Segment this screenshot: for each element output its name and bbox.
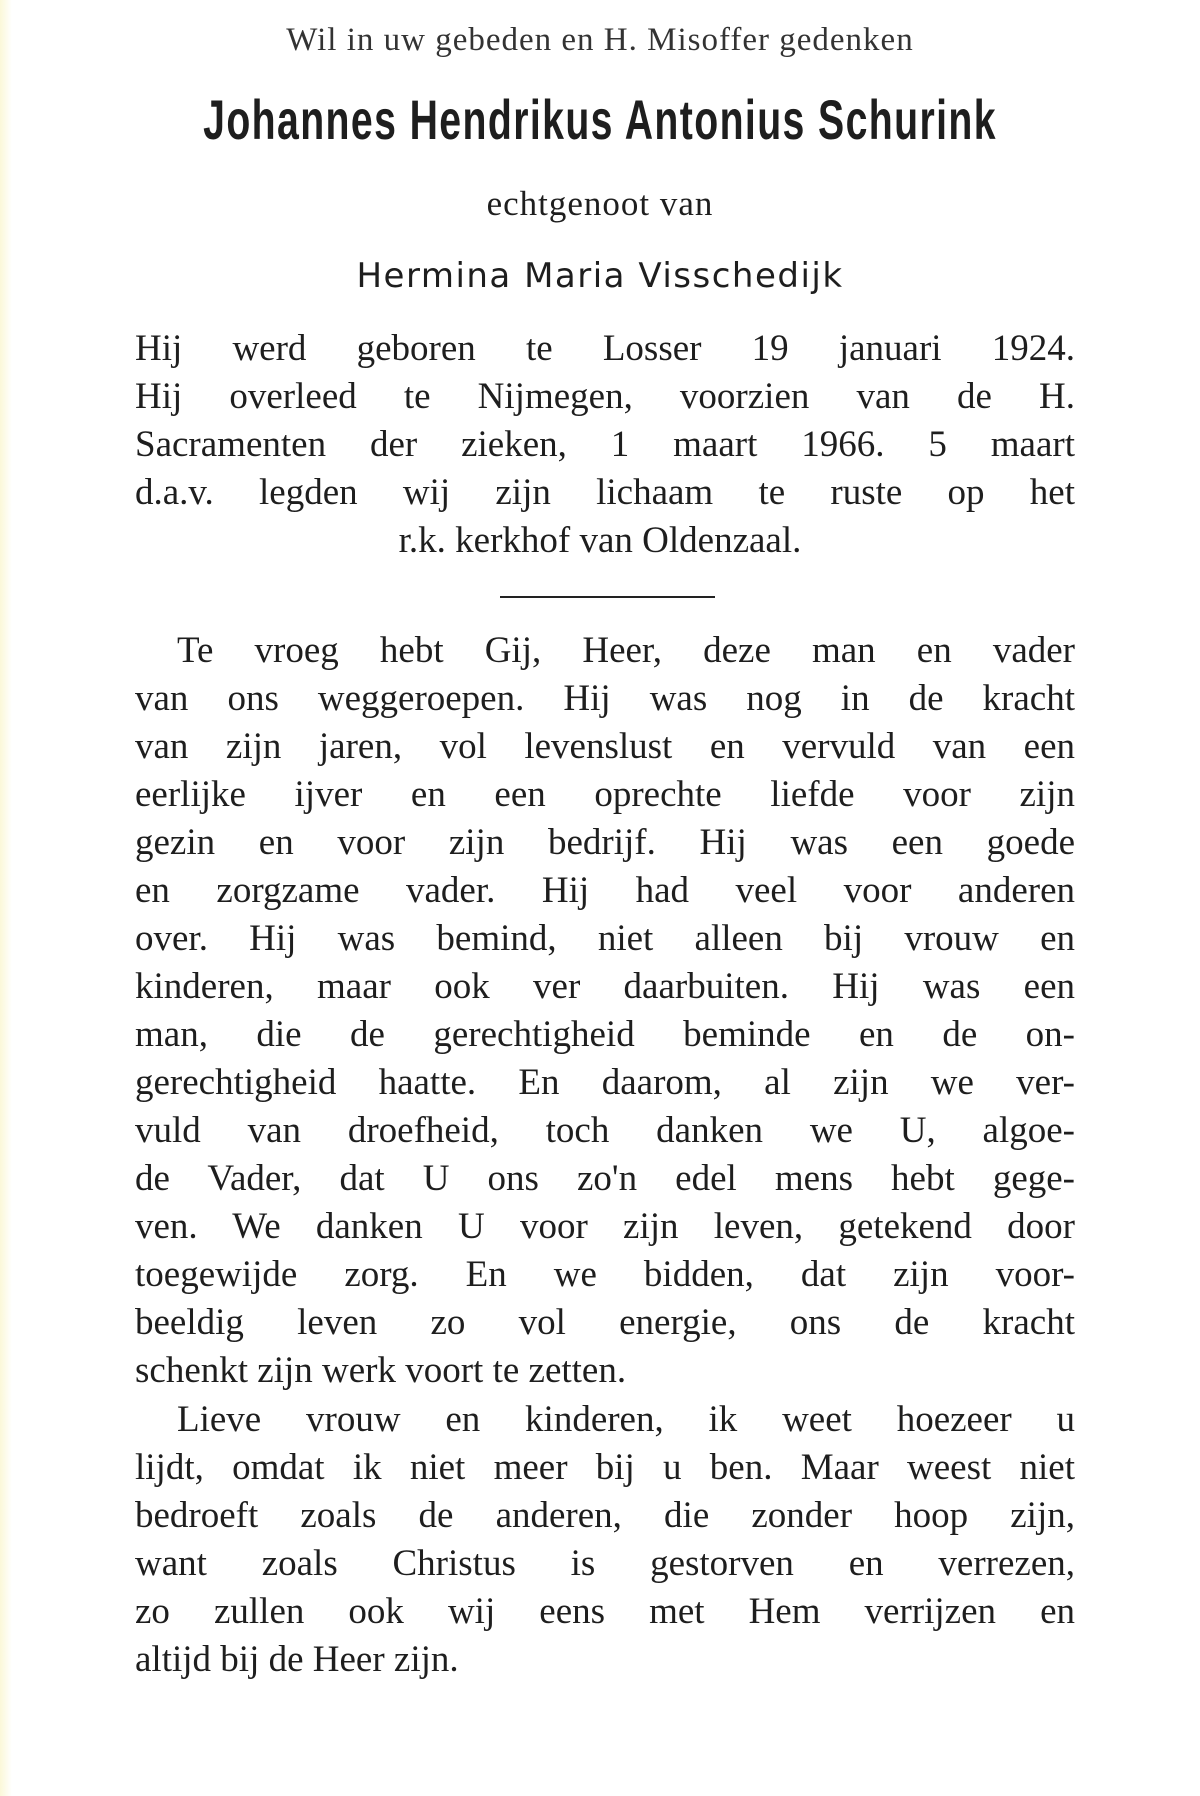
tribute-line: eerlijke ijver en een oprechte liefde voor zijn bbox=[135, 774, 1075, 815]
biography-line: d.a.v. legden wij zijn lichaam te ruste op het bbox=[135, 472, 1075, 513]
deceased-name-text: Johannes Hendrikus Antonius Schurink bbox=[203, 88, 997, 151]
tribute-line: toegewijde zorg. En we bidden, dat zijn voor- bbox=[135, 1254, 1075, 1295]
tribute-line: over. Hij was bemind, niet alleen bij vrouw en bbox=[135, 918, 1075, 959]
farewell-line: lijdt, omdat ik niet meer bij u ben. Maar weest niet bbox=[135, 1447, 1075, 1488]
spouse-label: echtgenoot van bbox=[486, 184, 714, 223]
tribute-line: ven. We danken U voor zijn leven, getekend door bbox=[135, 1206, 1075, 1247]
farewell-line: want zoals Christus is gestorven en verrezen, bbox=[135, 1543, 1075, 1584]
tribute-line: schenkt zijn werk voort te zetten. bbox=[135, 1350, 627, 1391]
tribute-line: gezin en voor zijn bedrijf. Hij was een goede bbox=[135, 822, 1075, 863]
tribute-line: van ons weggeroepen. Hij was nog in de kracht bbox=[135, 678, 1075, 719]
tribute-line: van zijn jaren, vol levenslust en vervuld van een bbox=[135, 726, 1075, 767]
farewell-line: Lieve vrouw en kinderen, ik weet hoezeer u bbox=[177, 1399, 1075, 1440]
tribute-line: beeldig leven zo vol energie, ons de kracht bbox=[135, 1302, 1075, 1343]
tribute-line: gerechtigheid haatte. En daarom, al zijn we ver- bbox=[135, 1062, 1075, 1103]
tribute-line: vuld van droefheid, toch danken we U, algoe- bbox=[135, 1110, 1075, 1151]
tribute-line: de Vader, dat U ons zo'n edel mens hebt gege- bbox=[135, 1158, 1075, 1199]
biography-line: r.k. kerkhof van Oldenzaal. bbox=[398, 520, 802, 561]
tribute-line: Te vroeg hebt Gij, Heer, deze man en vader bbox=[177, 630, 1075, 671]
intro-text: Wil in uw gebeden en H. Misoffer gedenken bbox=[286, 22, 914, 58]
tribute-line: kinderen, maar ook ver daarbuiten. Hij was een bbox=[135, 966, 1075, 1007]
biography-line: Hij overleed te Nijmegen, voorzien van de H. bbox=[135, 376, 1075, 417]
biography-line: Hij werd geboren te Losser 19 januari 1924. bbox=[135, 328, 1075, 369]
tribute-line: man, die de gerechtigheid beminde en de on- bbox=[135, 1014, 1075, 1055]
farewell-line: bedroeft zoals de anderen, die zonder hoop zijn, bbox=[135, 1495, 1075, 1536]
deceased-name bbox=[0, 90, 1200, 150]
tribute-line: en zorgzame vader. Hij had veel voor anderen bbox=[135, 870, 1075, 911]
spouse-name: Hermina Maria Visschedijk bbox=[356, 256, 844, 296]
biography-line: Sacramenten der zieken, 1 maart 1966. 5 maart bbox=[135, 424, 1075, 465]
farewell-line: zo zullen ook wij eens met Hem verrijzen en bbox=[135, 1591, 1075, 1632]
farewell-line: altijd bij de Heer zijn. bbox=[135, 1639, 459, 1680]
divider bbox=[500, 596, 715, 598]
